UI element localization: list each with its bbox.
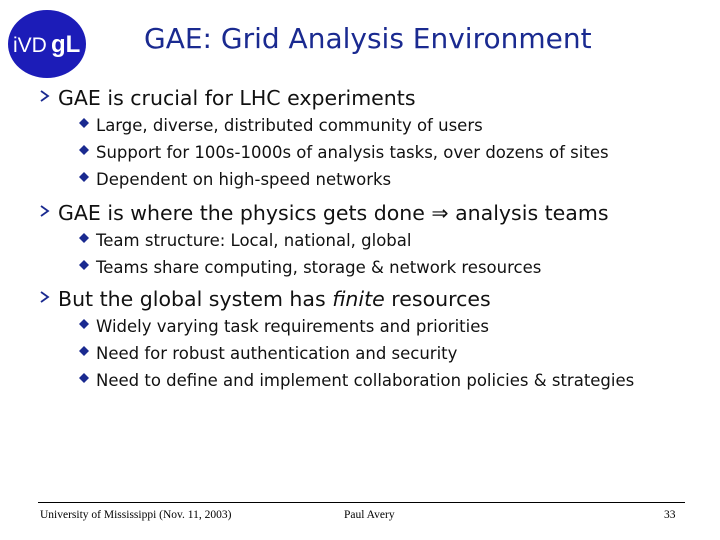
sub-bullet-3-3-text: Need to define and implement collaboration policies & strategies — [96, 371, 635, 390]
sub-bullet-3-1 — [40, 313, 710, 340]
footer-divider — [38, 502, 685, 503]
sub-bullet-1-2-text: Support for 100s-1000s of analysis tasks, over dozens of sites — [96, 143, 609, 162]
sub-bullet-1-2 — [40, 139, 710, 166]
diamond-bullet-icon — [78, 112, 90, 139]
bullet-1 — [40, 84, 710, 112]
diamond-bullet-icon — [78, 139, 90, 166]
bullet-3 — [40, 285, 710, 313]
sub-bullet-2-1 — [40, 227, 710, 254]
sub-bullet-2-1-text: Team structure: Local, national, global — [96, 231, 412, 250]
bullet-1-text: GAE is crucial for LHC experiments — [58, 86, 416, 110]
logo-text-right: gL — [51, 31, 81, 58]
diamond-bullet-icon — [78, 340, 90, 367]
bullet-2-text: GAE is where the physics gets done ⇒ analysis teams — [58, 201, 609, 225]
ivdgl-logo — [7, 9, 87, 79]
logo-text-left: iVD — [13, 34, 47, 57]
slide-title: GAE: Grid Analysis Environment — [144, 22, 592, 55]
sub-bullet-2-2-text: Teams share computing, storage & network resources — [96, 258, 542, 277]
diamond-bullet-icon — [78, 313, 90, 340]
sub-bullet-3-2 — [40, 340, 710, 367]
sub-bullet-1-3-text: Dependent on high-speed networks — [96, 170, 392, 189]
diamond-bullet-icon — [78, 367, 90, 394]
sub-bullet-1-3 — [40, 166, 710, 193]
sub-bullet-3-3 — [40, 367, 710, 394]
sub-bullet-3-1-text: Widely varying task requirements and priorities — [96, 317, 489, 336]
diamond-bullet-icon — [78, 166, 90, 193]
diamond-bullet-icon — [78, 227, 90, 254]
sub-bullet-1-1-text: Large, diverse, distributed community of users — [96, 116, 483, 135]
sub-bullet-1-1 — [40, 112, 710, 139]
bullet-2 — [40, 199, 710, 227]
sub-bullet-2-2 — [40, 254, 710, 281]
arrowhead-bullet-icon — [40, 200, 50, 228]
bullet-3-text-emphasis: finite — [332, 287, 385, 311]
footer-author: Paul Avery — [344, 509, 395, 521]
arrowhead-bullet-icon — [40, 85, 50, 113]
footer-affiliation: University of Mississippi (Nov. 11, 2003) — [40, 509, 232, 521]
bullet-3-text-after: resources — [384, 287, 491, 311]
diamond-bullet-icon — [78, 254, 90, 281]
slide-content — [40, 84, 710, 394]
arrowhead-bullet-icon — [40, 286, 50, 314]
page-number: 33 — [664, 509, 676, 521]
bullet-3-text-before: But the global system has — [58, 287, 333, 311]
sub-bullet-3-2-text: Need for robust authentication and security — [96, 344, 458, 363]
